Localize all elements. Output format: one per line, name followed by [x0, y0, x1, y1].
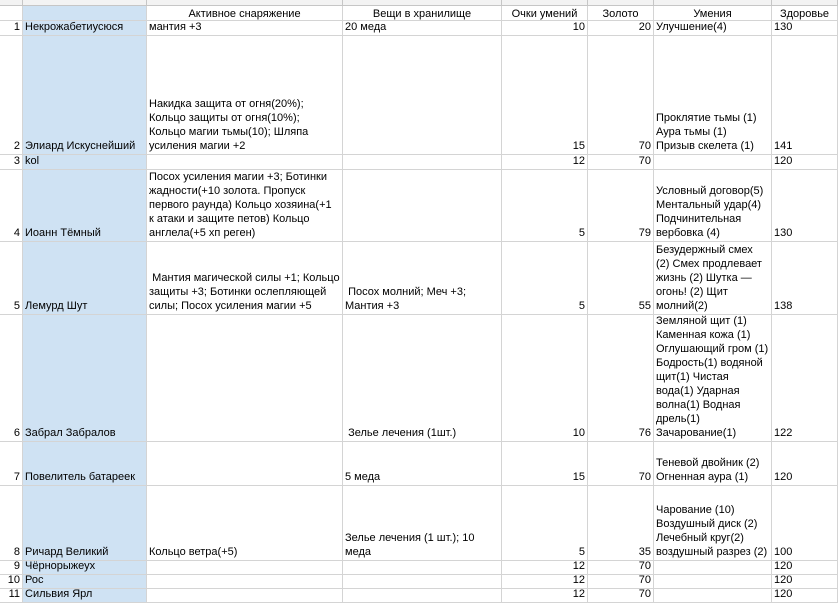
cell-num[interactable]: 9	[0, 561, 23, 575]
cell-gold[interactable]: 70	[588, 575, 654, 589]
cell-abilities[interactable]	[654, 155, 772, 170]
cell-storage[interactable]	[343, 170, 502, 242]
cell-name[interactable]: Иоанн Тёмный	[23, 170, 147, 242]
cell-name[interactable]: kol	[23, 155, 147, 170]
cell-skill[interactable]: 10	[502, 315, 588, 442]
cell-abilities[interactable]: Чарование (10) Воздушный диск (2) Лечебный круг(2) воздушный разрез (2)	[654, 486, 772, 561]
cell-num[interactable]: 6	[0, 315, 23, 442]
cell-abilities[interactable]: Условный договор(5) Ментальный удар(4) Подчинительная вербовка (4)	[654, 170, 772, 242]
cell-name[interactable]: Чёрнорыжеух	[23, 561, 147, 575]
header-cell-num[interactable]	[0, 6, 23, 21]
cell-equip[interactable]	[147, 561, 343, 575]
cell-storage[interactable]: Посох молний; Меч +3; Мантия +3	[343, 242, 502, 315]
cell-health[interactable]: 130	[772, 21, 838, 36]
cell-abilities[interactable]	[654, 575, 772, 589]
cell-storage[interactable]	[343, 155, 502, 170]
cell-skill[interactable]: 15	[502, 36, 588, 155]
cell-equip[interactable]	[147, 155, 343, 170]
cell-num[interactable]: 8	[0, 486, 23, 561]
cell-storage[interactable]	[343, 575, 502, 589]
cell-num[interactable]: 11	[0, 589, 23, 603]
cell-health[interactable]: 120	[772, 561, 838, 575]
cell-num[interactable]: 10	[0, 575, 23, 589]
cell-storage[interactable]	[343, 561, 502, 575]
cell-abilities[interactable]	[654, 561, 772, 575]
cell-health[interactable]: 100	[772, 486, 838, 561]
cell-equip[interactable]	[147, 315, 343, 442]
cell-num[interactable]: 3	[0, 155, 23, 170]
cell-name[interactable]: Повелитель батареек	[23, 442, 147, 486]
cell-abilities[interactable]: Улучшение(4)	[654, 21, 772, 36]
cell-equip[interactable]	[147, 589, 343, 603]
cell-abilities[interactable]: Проклятие тьмы (1) Аура тьмы (1) Призыв скелета (1)	[654, 36, 772, 155]
cell-skill[interactable]: 15	[502, 442, 588, 486]
cell-storage[interactable]: Зелье лечения (1 шт.); 10 меда	[343, 486, 502, 561]
cell-gold[interactable]: 35	[588, 486, 654, 561]
cell-equip[interactable]: Мантия магической силы +1; Кольцо защиты +3; Ботинки ослепляющей силы; Посох усиления магии +5	[147, 242, 343, 315]
cell-gold[interactable]: 70	[588, 442, 654, 486]
header-cell-equip[interactable]: Активное снаряжение	[147, 6, 343, 21]
cell-num[interactable]: 5	[0, 242, 23, 315]
header-cell-skill[interactable]: Очки умений	[502, 6, 588, 21]
cell-gold[interactable]: 79	[588, 170, 654, 242]
cell-abilities[interactable]	[654, 589, 772, 603]
cell-storage[interactable]: 20 меда	[343, 21, 502, 36]
cell-skill[interactable]: 12	[502, 561, 588, 575]
cell-health[interactable]: 120	[772, 589, 838, 603]
header-cell-storage[interactable]: Вещи в хранилище	[343, 6, 502, 21]
cell-skill[interactable]: 12	[502, 589, 588, 603]
cell-name[interactable]: Некрожабетиусюся	[23, 21, 147, 36]
cell-health[interactable]: 120	[772, 155, 838, 170]
cell-num[interactable]: 2	[0, 36, 23, 155]
header-cell-abilities[interactable]: Умения	[654, 6, 772, 21]
cell-equip[interactable]	[147, 442, 343, 486]
cell-gold[interactable]: 76	[588, 315, 654, 442]
cell-health[interactable]: 120	[772, 442, 838, 486]
cell-skill[interactable]: 12	[502, 155, 588, 170]
cell-name[interactable]: Забрал Забралов	[23, 315, 147, 442]
cell-health[interactable]: 141	[772, 36, 838, 155]
cell-storage[interactable]	[343, 589, 502, 603]
cell-name[interactable]: Ричард Великий	[23, 486, 147, 561]
cell-name[interactable]: Элиард Искуснейший	[23, 36, 147, 155]
cell-gold[interactable]: 70	[588, 589, 654, 603]
cell-name[interactable]: Рос	[23, 575, 147, 589]
cell-gold[interactable]: 55	[588, 242, 654, 315]
cell-health[interactable]: 130	[772, 170, 838, 242]
cell-gold[interactable]: 70	[588, 36, 654, 155]
cell-skill[interactable]: 5	[502, 242, 588, 315]
cell-skill[interactable]: 10	[502, 21, 588, 36]
cell-abilities[interactable]: Теневой двойник (2) Огненная аура (1)	[654, 442, 772, 486]
cell-num[interactable]: 1	[0, 21, 23, 36]
cell-abilities[interactable]: Безудержный смех (2) Смех продлевает жизнь (2) Шутка — огонь! (2) Щит молний(2)	[654, 242, 772, 315]
cell-skill[interactable]: 5	[502, 170, 588, 242]
cell-num[interactable]: 4	[0, 170, 23, 242]
cell-equip[interactable]: мантия +3	[147, 21, 343, 36]
cell-equip[interactable]: Накидка защита от огня(20%); Кольцо защиты от огня(10%); Кольцо магии тьмы(10); Шляпа усиления магии +2	[147, 36, 343, 155]
cell-storage[interactable]	[343, 36, 502, 155]
cell-equip[interactable]: Кольцо ветра(+5)	[147, 486, 343, 561]
cell-skill[interactable]: 12	[502, 575, 588, 589]
cell-abilities[interactable]: Земляной щит (1) Каменная кожа (1) Оглушающий гром (1) Бодрость(1) водяной щит(1) Чистая вода(1) Ударная волна(1) Водная дрель(1) Зачарование(1)	[654, 315, 772, 442]
cell-skill[interactable]: 5	[502, 486, 588, 561]
cell-health[interactable]: 120	[772, 575, 838, 589]
header-cell-health[interactable]: Здоровье	[772, 6, 838, 21]
cell-num[interactable]: 7	[0, 442, 23, 486]
cell-name[interactable]: Лемурд Шут	[23, 242, 147, 315]
cell-gold[interactable]: 70	[588, 561, 654, 575]
cell-storage[interactable]: Зелье лечения (1шт.)	[343, 315, 502, 442]
cell-health[interactable]: 138	[772, 242, 838, 315]
cell-health[interactable]: 122	[772, 315, 838, 442]
cell-equip[interactable]	[147, 575, 343, 589]
cell-gold[interactable]: 70	[588, 155, 654, 170]
header-cell-name[interactable]	[23, 6, 147, 21]
header-cell-gold[interactable]: Золото	[588, 6, 654, 21]
cell-name[interactable]: Сильвия Ярл	[23, 589, 147, 603]
cell-gold[interactable]: 20	[588, 21, 654, 36]
cell-storage[interactable]: 5 меда	[343, 442, 502, 486]
cell-equip[interactable]: Посох усиления магии +3; Ботинки жадности(+10 золота. Пропуск первого раунда) Кольцо хозяина(+1 к атаки и защите петов) Кольцо англела(+5 хп реген)	[147, 170, 343, 242]
